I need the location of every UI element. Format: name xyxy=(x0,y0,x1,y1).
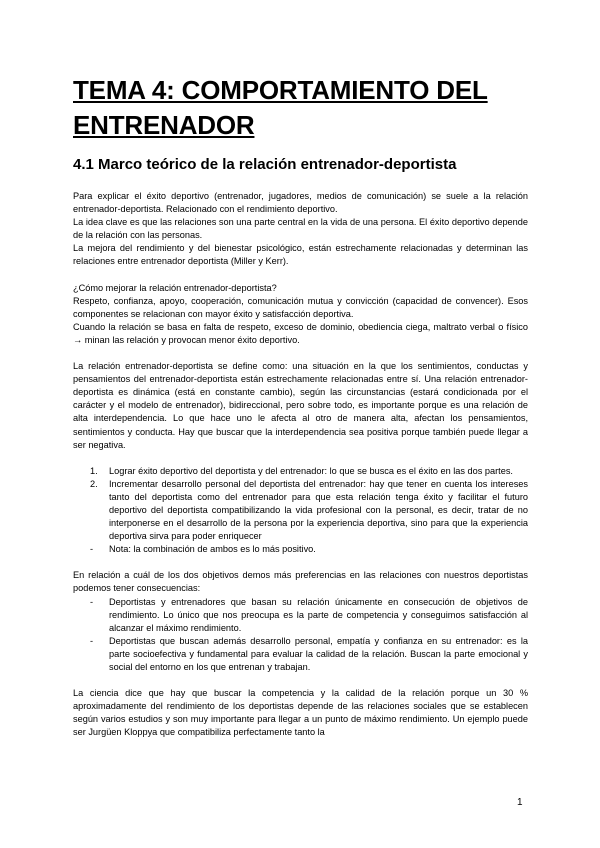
list-item-text: Deportistas y entrenadores que basan su relación únicamente en consecución de objetivos de rendimiento. Lo único que nos preocupa es la parte de competencia y conseguimos satisfacción al alcanzar el máximo rendimiento. xyxy=(109,596,528,633)
list-item xyxy=(73,478,528,543)
question-heading: ¿Cómo mejorar la relación entrenador-deportista? xyxy=(73,282,277,293)
objectives-list xyxy=(73,465,528,557)
intro-paragraph: Para explicar el éxito deportivo (entrenador, jugadores, medios de comunicación) se suele a la relación entrenador-deportista. Relacionado con el rendimiento deportivo. xyxy=(73,191,528,215)
list-marker: - xyxy=(90,596,94,607)
list-item xyxy=(73,465,528,478)
list-marker: 1. xyxy=(90,465,98,476)
science-paragraph: La ciencia dice que hay que buscar la competencia y la calidad de la relación porque un 30 % aproximadamente del rendimiento de los deportistas depende de las relaciones sociales que se establecen según varios estudios y son muy importante para llegar a un punto de máximo rendimiento. Un ejemplo puede ser Jurgüen Kloppya que compatibiliza perfectamente tanto la xyxy=(73,688,528,738)
list-marker: - xyxy=(90,544,94,555)
intro-paragraph: La mejora del rendimiento y del bienestar psicológico, están estrechamente relacionadas y determinan las relaciones entre entrenador deportista (Miller y Kerr). xyxy=(73,243,528,267)
consequences-list xyxy=(73,596,528,675)
list-item-text: Nota: la combinación de ambos es lo más positivo. xyxy=(109,544,316,555)
list-item xyxy=(73,596,528,635)
list-item xyxy=(73,635,528,674)
page-title: TEMA 4: COMPORTAMIENTO DEL ENTRENADOR xyxy=(73,75,488,140)
definition-paragraph: La relación entrenador-deportista se define como: una situación en la que los sentimientos, conductas y pensamientos del entrenador-deportista están estrechamente relacionadas entre sí. Una relación entrenador-deportista es dinámica (está en constante cambio), según las circunstancias (estará condicionada por el carácter y el modelo de entrenador), bidireccional, pero sobre todo, es importante porque es una relación de alta interdependencia. Lo que hace uno le afecta al otro de manera alta, afectan los pensamientos, sentimientos y conducta. Hay que buscar que la interdependencia sea positiva porque también puede llegar a ser negativa. xyxy=(73,361,528,450)
list-item-text: Lograr éxito deportivo del deportista y del entrenador: lo que se busca es el éxito en las dos partes. xyxy=(109,465,513,476)
consequences-intro: En relación a cuál de los dos objetivos demos más preferencias en las relaciones con nuestros deportistas podemos tener consecuencias: xyxy=(73,570,528,594)
body-text xyxy=(73,190,528,739)
list-marker: 2. xyxy=(90,478,98,489)
section-heading: 4.1 Marco teórico de la relación entrenador-deportista xyxy=(73,156,457,173)
question-paragraph: Cuando la relación se basa en falta de respeto, exceso de dominio, obediencia ciega, maltrato verbal o físico → minan las relación y provocan menor éxito deportivo. xyxy=(73,321,528,345)
question-paragraph: Respeto, confianza, apoyo, cooperación, comunicación mutua y convicción (capacidad de convencer). Esos componentes se relacionan con mayor éxito y satisfacción deportiva. xyxy=(73,295,528,319)
intro-paragraph: La idea clave es que las relaciones son una parte central en la vida de una persona. El éxito deportivo depende de la relación con las personas. xyxy=(73,217,528,241)
list-item-text: Incrementar desarrollo personal del deportista del entrenador: hay que tener en cuenta los intereses tanto del deportista como del entrenador para que esta relación tenga éxito y facilitar el futuro deportivo del deportista compatibilizando la vida profesional con la personal, es decir, tratar de no interponerse en el desarrollo de la persona por la experiencia deportiva, sino para que la experiencia deportiva sirva para poder enriquecer xyxy=(109,478,528,542)
list-marker: - xyxy=(90,635,94,646)
list-item xyxy=(73,543,528,556)
list-item-text: Deportistas que buscan además desarrollo personal, empatía y confianza en su entrenador: es la parte socioefectiva y fundamental para evaluar la calidad de la relación. Buscan la parte emocional y social del entorno en los que entrenan y trabajan. xyxy=(109,635,528,672)
page-number: 1 xyxy=(517,797,523,808)
